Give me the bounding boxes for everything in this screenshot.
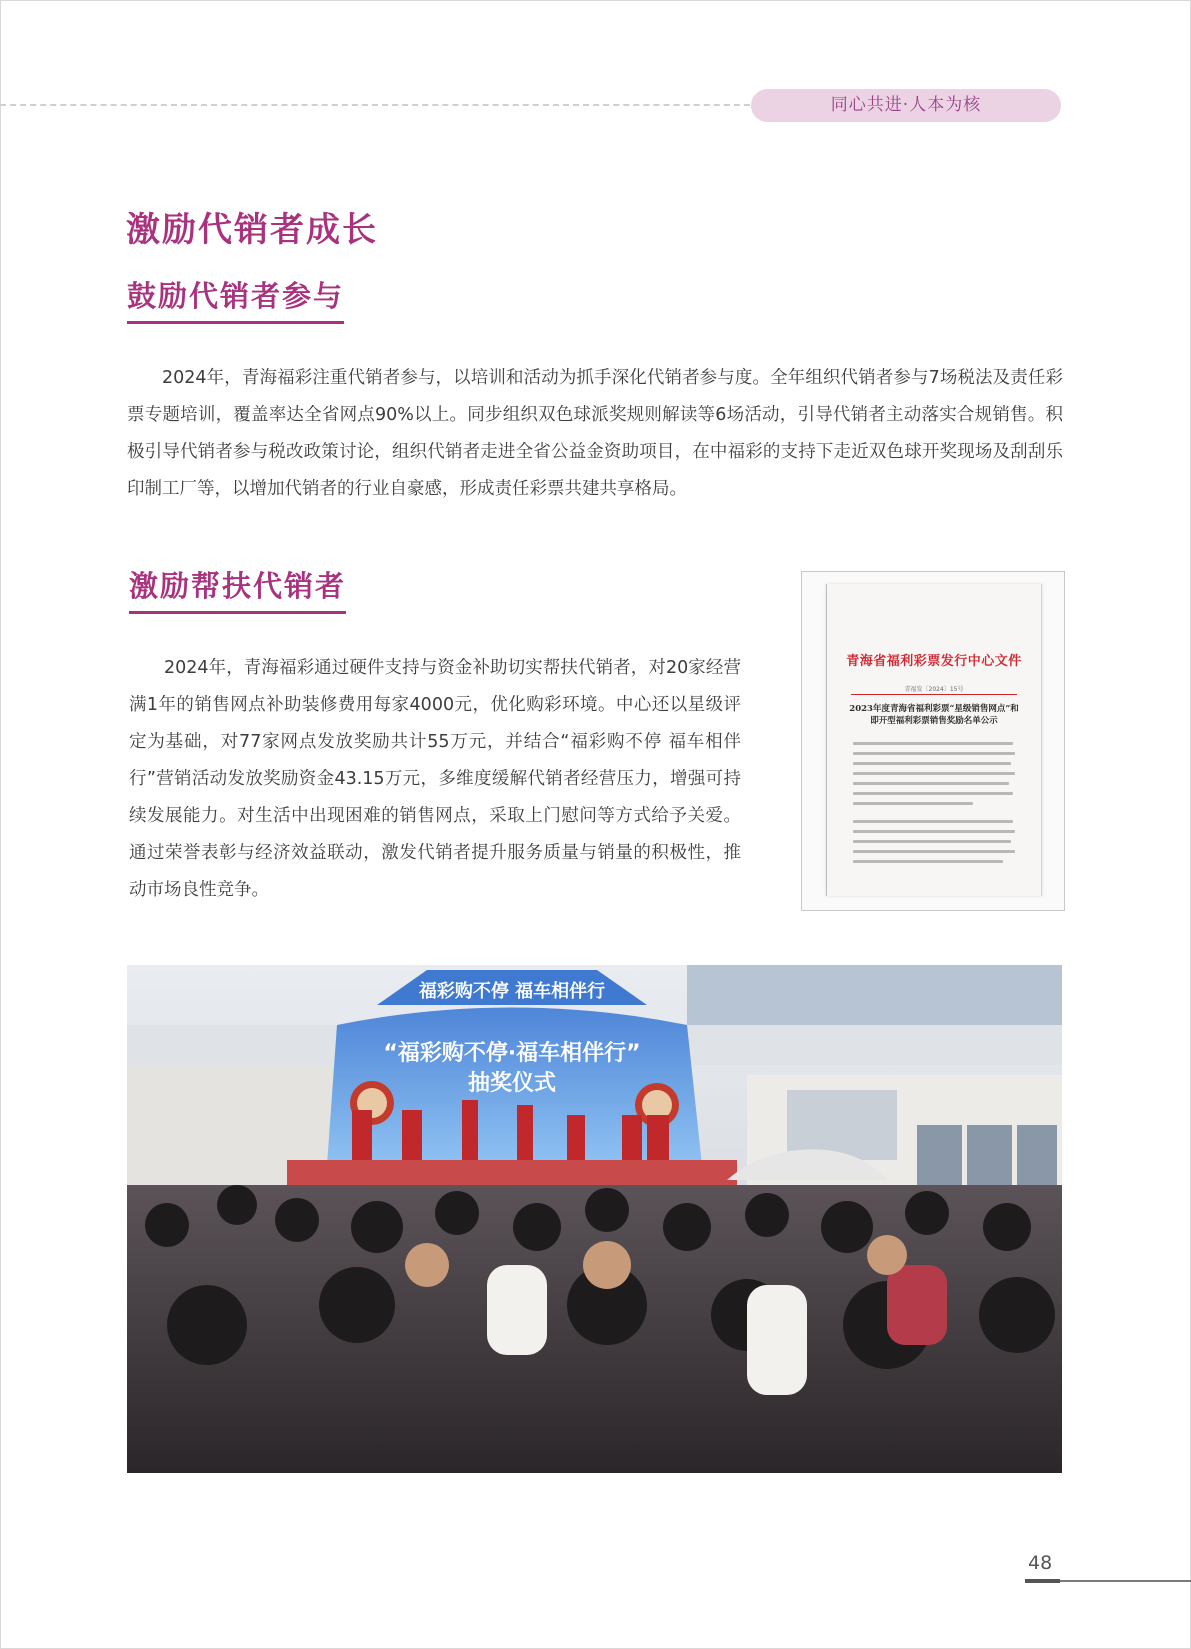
document-text-line [853,742,1013,745]
photo-top-banner: 福彩购不停 福车相伴行 [418,981,606,1002]
section-body-support: 2024年，青海福彩通过硬件支持与资金补助切实帮扶代销者，对20家经营满1年的销售网点补助装修费用每家4000元，优化购彩环境。中心还以星级评定为基础，对77家网点发放奖励共计55万元，并结合“福彩购不停 福车相伴行”营销活动发放奖励资金43.15万元，多维度缓解代销者经营压力，增强可持续发展能力。对生活中出现困难的销售网点，采取上门慰问等方式给予关爱。通过荣誉表彰与经济效益联动，激发代销者提升服务质量与销量的积极性，推动市场良性竞争。 [129,658,741,900]
document-text-line [853,802,973,805]
event-photo [127,965,1062,1473]
main-title: 激励代销者成长 [126,210,378,250]
document-text-line [853,792,1013,795]
document-text-line [853,752,1015,755]
section-title-support: 激励帮扶代销者 [129,564,346,614]
document-sheet [826,584,1042,896]
document-title: 2023年度青海省福利彩票“星级销售网点”和即开型福利彩票销售奖励名单公示 [849,704,1019,726]
photo-backdrop-caption: 抽奖仪式 [467,1071,557,1096]
document-header: 青海省福利彩票发行中心文件 [846,654,1022,669]
section-title-encourage: 鼓励代销者参与 [127,274,344,324]
document-text-line [853,762,1011,765]
document-text-line [853,830,1015,833]
official-document-image [801,571,1065,911]
header-dashed-rule [0,104,760,106]
section-body-encourage: 2024年，青海福彩注重代销者参与，以培训和活动为抓手深化代销者参与度。全年组织代销者参与7场税法及责任彩票专题培训，覆盖率达全省网点90%以上。同步组织双色球派奖规则解读等6场活动，引导代销者主动落实合规销售。积极引导代销者参与税改政策讨论，组织代销者走进全省公益金资助项目，在中福彩的支持下走近双色球开奖现场及刮刮乐印制工厂等，以增加代销者的行业自豪感，形成责任彩票共建共享格局。 [127,368,1063,499]
document-text-line [853,860,1003,863]
document-text-line [853,782,1009,785]
photo-backdrop-slogan: “福彩购不停·福车相伴行” [383,1041,641,1066]
document-text-line [853,840,1011,843]
footer-thin-rule [1060,1580,1191,1582]
document-red-rule [851,694,1017,695]
page-number: 48 [1028,1552,1053,1574]
footer-thick-rule [1025,1579,1060,1583]
section-tag: 同心共进·人本为核 [751,89,1061,122]
document-text-line [853,772,1015,775]
document-number: 青福发〔2024〕15号 [904,686,964,693]
document-text-line [853,820,1013,823]
document-text-line [853,850,1015,853]
